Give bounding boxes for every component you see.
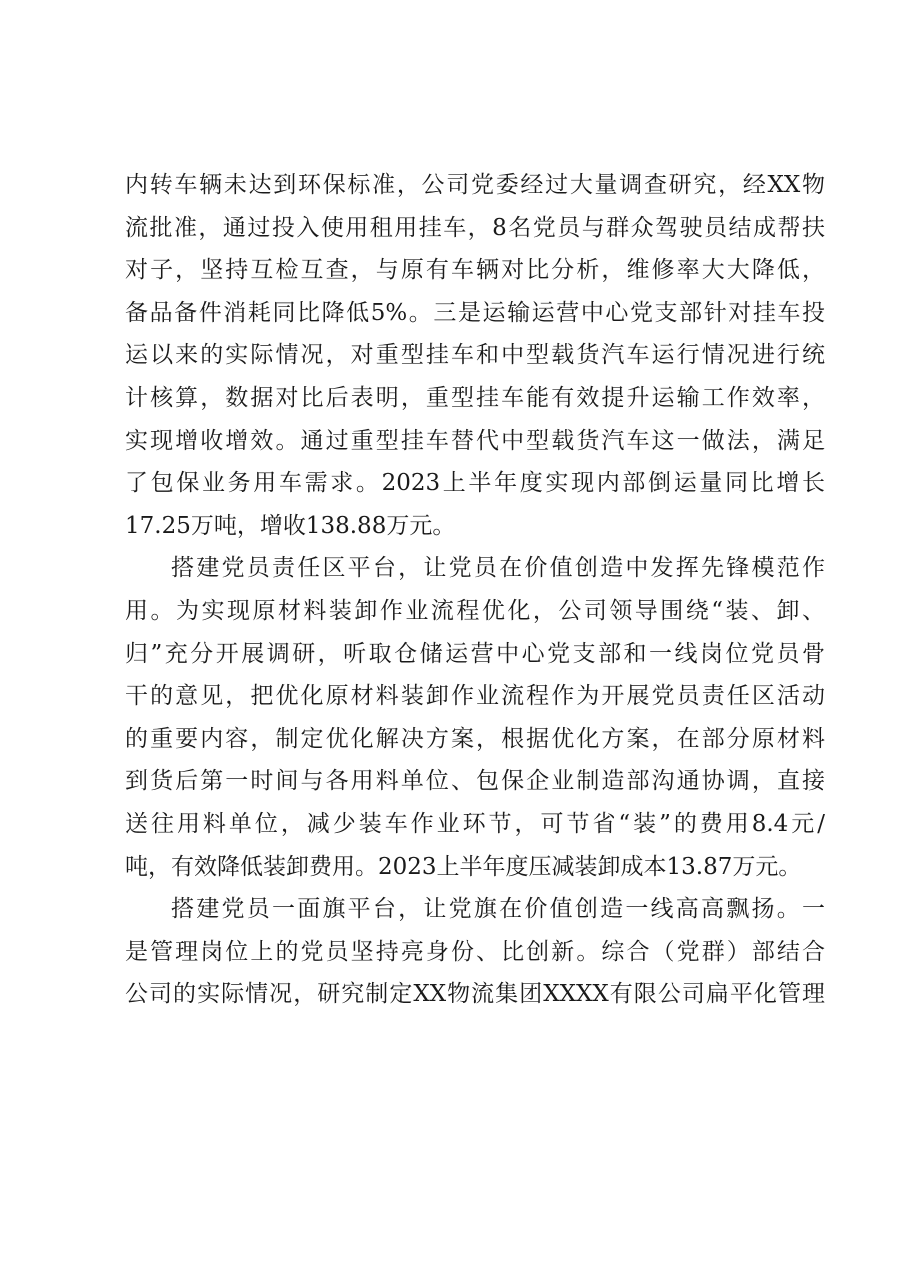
text-line: 内转车辆未达到环保标准，公司党委经过大量调查研究，经XX物 bbox=[125, 172, 825, 198]
text-line: 备品备件消耗同比降低5%。三是运输运营中心党支部针对挂车投 bbox=[125, 299, 825, 326]
text-line: 实现增收增效。通过重型挂车替代中型载货汽车这一做法，满足 bbox=[125, 427, 825, 454]
text-line: 流批准，通过投入使用租用挂车，8名党员与群众驾驶员结成帮扶 bbox=[125, 214, 825, 241]
text-line: 公司的实际情况，研究制定XX物流集团XXXX有限公司扁平化管理 bbox=[125, 981, 825, 1008]
paragraph-1 bbox=[125, 164, 825, 547]
text-line: 吨，有效降低装卸费用。2023上半年度压减装卸成本13.87万元。 bbox=[125, 853, 802, 880]
text-line: 对子，坚持互检互查，与原有车辆对比分析，维修率大大降低， bbox=[125, 257, 825, 284]
text-line: 用。为实现原材料装卸作业流程优化，公司领导围绕“装、卸、 bbox=[125, 597, 825, 624]
text-line: 17.25万吨，增收138.88万元。 bbox=[125, 512, 456, 539]
text-line: 了包保业务用车需求。2023上半年度实现内部倒运量同比增长 bbox=[125, 470, 825, 497]
text-line: 是管理岗位上的党员坚持亮身份、比创新。综合（党群）部结合 bbox=[125, 938, 825, 965]
text-line: 干的意见，把优化原材料装卸作业流程作为开展党员责任区活动 bbox=[125, 683, 825, 710]
text-line: 送往用料单位，减少装车作业环节，可节省“装”的费用8.4元/ bbox=[125, 810, 825, 837]
text-line: 计核算，数据对比后表明，重型挂车能有效提升运输工作效率， bbox=[125, 384, 825, 411]
paragraph-3 bbox=[125, 888, 825, 1016]
paragraph-2 bbox=[125, 547, 825, 888]
document-body bbox=[125, 164, 825, 1016]
text-line: 搭建党员责任区平台，让党员在价值创造中发挥先锋模范作 bbox=[171, 555, 825, 582]
text-line: 运以来的实际情况，对重型挂车和中型载货汽车运行情况进行统 bbox=[125, 342, 825, 369]
text-line: 搭建党员一面旗平台，让党旗在价值创造一线高高飘扬。一 bbox=[171, 896, 825, 923]
text-line: 归”充分开展调研，听取仓储运营中心党支部和一线岗位党员骨 bbox=[125, 640, 825, 667]
text-line: 的重要内容，制定优化解决方案，根据优化方案，在部分原材料 bbox=[125, 725, 825, 752]
text-line: 到货后第一时间与各用料单位、包保企业制造部沟通协调，直接 bbox=[125, 768, 825, 795]
